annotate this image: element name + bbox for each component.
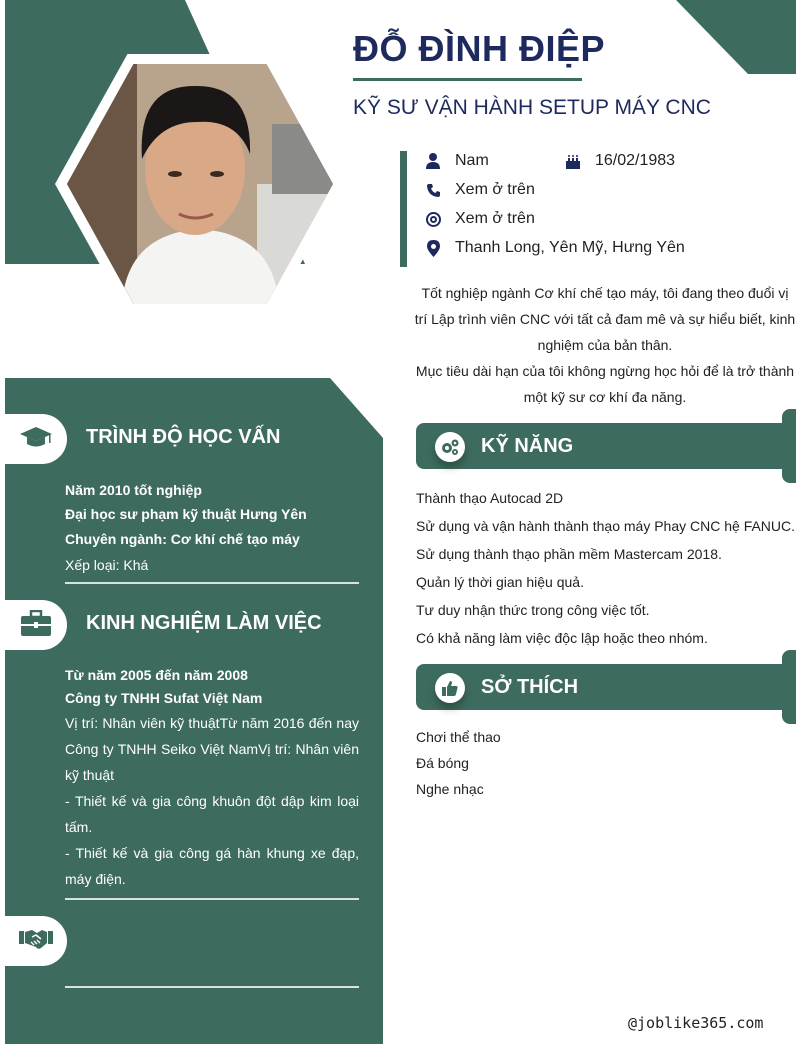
skills-list xyxy=(416,484,796,652)
hobby-item: Chơi thể thao xyxy=(416,729,501,745)
experience-period: Từ năm 2005 đến năm 2008 xyxy=(65,667,248,683)
education-title: TRÌNH ĐỘ HỌC VẤN xyxy=(86,426,281,448)
experience-description: Vị trí: Nhân viên kỹ thuậtTừ năm 2016 đến nay Công ty TNHH Seiko Việt NamVị trí: Nhân viên kỹ thuật xyxy=(65,715,359,783)
experience-icon-tab xyxy=(5,600,67,650)
phone-icon xyxy=(425,181,441,199)
experience-divider xyxy=(65,898,359,900)
activities-icon-tab xyxy=(5,916,67,966)
graduation-cap-icon xyxy=(20,425,52,454)
skill-item: Tư duy nhận thức trong công việc tốt. xyxy=(416,602,650,618)
objective-paragraph: Tốt nghiệp ngành Cơ khí chế tạo máy, tôi đang theo đuổi vị trí Lập trình viên CNC với tất cả đam mê và sự hiểu biết, kinh nghiệm của bản thân. xyxy=(414,285,796,353)
hobbies-title: SỞ THÍCH xyxy=(481,676,579,698)
email-value: Xem ở trên xyxy=(455,210,535,227)
gears-icon xyxy=(435,432,465,462)
handshake-icon xyxy=(19,928,53,955)
education-details xyxy=(65,478,359,577)
experience-bullet: - Thiết kế và gia công khuôn đột dập kim loại tấm. xyxy=(65,793,359,835)
experience-company: Công ty TNHH Sufat Việt Nam xyxy=(65,690,263,706)
experience-title: KINH NGHIỆM LÀM VIỆC xyxy=(86,612,322,634)
contact-address xyxy=(425,239,685,257)
footer-watermark: @joblike365.com xyxy=(628,1014,764,1032)
map-marker-icon xyxy=(425,239,441,257)
hobbies-list xyxy=(416,724,796,802)
contact-phone xyxy=(425,181,535,199)
activities-divider xyxy=(65,986,359,988)
skill-item: Có khả năng làm việc độc lập hoặc theo nhóm. xyxy=(416,630,708,646)
profile-photo-illustration xyxy=(67,64,333,304)
user-icon xyxy=(425,152,441,170)
experience-bullet: - Thiết kế và gia công gá hàn khung xe đạp, máy điện. xyxy=(65,845,359,887)
contact-birthday xyxy=(565,152,675,170)
skills-title: KỸ NĂNG xyxy=(481,435,574,457)
education-major: Chuyên ngành: Cơ khí chế tạo máy xyxy=(65,531,300,547)
hobbies-header-tab xyxy=(782,650,796,724)
birthday-value: 16/02/1983 xyxy=(595,152,676,169)
hobby-item: Đá bóng xyxy=(416,755,469,771)
hobbies-header xyxy=(416,664,796,710)
gender-value: Nam xyxy=(455,152,489,169)
education-divider xyxy=(65,582,359,584)
birthday-cake-icon xyxy=(565,152,581,170)
top-right-decor xyxy=(676,0,796,74)
career-objective xyxy=(414,280,796,410)
objective-paragraph: Mục tiêu dài hạn của tôi không ngừng học hỏi để là trở thành một kỹ sư cơ khí đa năng. xyxy=(415,363,795,405)
briefcase-icon xyxy=(21,610,51,641)
at-sign-icon xyxy=(425,210,441,228)
address-value: Thanh Long, Yên Mỹ, Hưng Yên xyxy=(455,239,685,256)
thumbs-up-icon xyxy=(435,673,465,703)
candidate-name: ĐỖ ĐÌNH ĐIỆP xyxy=(353,28,606,69)
name-underline xyxy=(353,78,582,81)
contact-accent-bar xyxy=(400,151,407,267)
hobby-item: Nghe nhạc xyxy=(416,781,484,797)
education-icon-tab xyxy=(5,414,67,464)
experience-description-block xyxy=(65,710,359,892)
skill-item: Sử dụng thành thạo phần mềm Mastercam 2018. xyxy=(416,546,722,562)
profile-photo xyxy=(67,64,333,304)
education-year: Năm 2010 tốt nghiệp xyxy=(65,482,202,498)
skill-item: Thành thạo Autocad 2D xyxy=(416,490,564,506)
education-grade: Xếp loại: Khá xyxy=(65,557,149,573)
skills-header xyxy=(416,423,796,469)
skill-item: Quản lý thời gian hiệu quả. xyxy=(416,574,584,590)
experience-header-lines xyxy=(65,664,359,710)
contact-gender xyxy=(425,152,489,170)
skills-header-tab xyxy=(782,409,796,483)
skill-item: Sử dụng và vận hành thành thạo máy Phay CNC hệ FANUC. xyxy=(416,518,796,534)
contact-email xyxy=(425,210,535,228)
education-school: Đại học sư phạm kỹ thuật Hưng Yên xyxy=(65,506,307,522)
job-title: KỸ SƯ VẬN HÀNH SETUP MÁY CNC xyxy=(353,96,711,119)
phone-value: Xem ở trên xyxy=(455,181,535,198)
